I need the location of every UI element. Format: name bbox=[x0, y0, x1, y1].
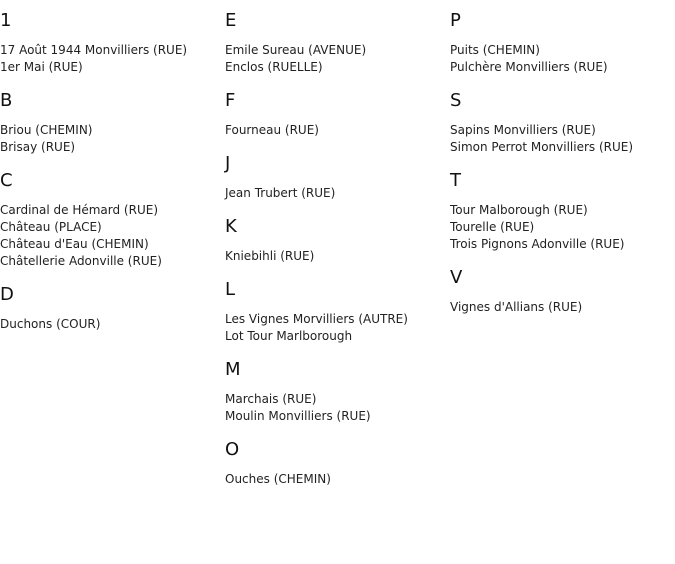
street-link[interactable]: Tourelle (RUE) bbox=[450, 220, 535, 234]
street-list bbox=[0, 202, 225, 270]
street-link[interactable]: Cardinal de Hémard (RUE) bbox=[0, 203, 158, 217]
street-list bbox=[450, 122, 675, 156]
letter-heading: K bbox=[225, 216, 237, 237]
letter-heading: E bbox=[225, 10, 237, 31]
letter-group bbox=[225, 153, 450, 202]
letter-group bbox=[0, 10, 225, 76]
letter-heading: V bbox=[450, 267, 463, 288]
street-link[interactable]: Château (PLACE) bbox=[0, 220, 102, 234]
street-link[interactable]: Les Vignes Morvilliers (AUTRE) bbox=[225, 312, 408, 326]
street-link[interactable]: 17 Août 1944 Monvilliers (RUE) bbox=[0, 43, 188, 57]
street-link[interactable]: Puits (CHEMIN) bbox=[450, 43, 540, 57]
street-link[interactable]: Simon Perrot Monvilliers (RUE) bbox=[450, 140, 634, 154]
street-list bbox=[225, 471, 450, 488]
letter-group bbox=[225, 279, 450, 345]
letter-heading: 1 bbox=[0, 10, 12, 31]
letter-heading: C bbox=[0, 170, 13, 191]
index-column-1 bbox=[0, 10, 225, 347]
street-list bbox=[0, 122, 225, 156]
street-list bbox=[0, 316, 225, 333]
street-link[interactable]: Jean Trubert (RUE) bbox=[225, 186, 336, 200]
letter-group bbox=[450, 10, 675, 76]
street-list bbox=[450, 299, 675, 316]
index-column-3 bbox=[450, 10, 675, 330]
street-list bbox=[450, 42, 675, 76]
street-link[interactable]: Enclos (RUELLE) bbox=[225, 60, 323, 74]
letter-heading: B bbox=[0, 90, 13, 111]
letter-heading: J bbox=[225, 153, 231, 174]
street-link[interactable]: 1er Mai (RUE) bbox=[0, 60, 83, 74]
letter-heading: L bbox=[225, 279, 236, 300]
letter-heading: F bbox=[225, 90, 236, 111]
street-link[interactable]: Châtellerie Adonville (RUE) bbox=[0, 254, 162, 268]
letter-group bbox=[450, 170, 675, 253]
street-link[interactable]: Pulchère Monvilliers (RUE) bbox=[450, 60, 608, 74]
street-link[interactable]: Fourneau (RUE) bbox=[225, 123, 319, 137]
letter-group bbox=[225, 10, 450, 76]
street-list bbox=[225, 391, 450, 425]
letter-group bbox=[225, 216, 450, 265]
letter-heading: M bbox=[225, 359, 241, 380]
street-link[interactable]: Moulin Monvilliers (RUE) bbox=[225, 409, 371, 423]
letter-heading: D bbox=[0, 284, 14, 305]
street-list bbox=[225, 311, 450, 345]
street-list bbox=[225, 42, 450, 76]
street-link[interactable]: Lot Tour Marlborough bbox=[225, 329, 353, 343]
letter-group bbox=[0, 170, 225, 270]
street-link[interactable]: Château d'Eau (CHEMIN) bbox=[0, 237, 149, 251]
street-link[interactable]: Emile Sureau (AVENUE) bbox=[225, 43, 367, 57]
letter-heading: P bbox=[450, 10, 461, 31]
letter-group bbox=[0, 90, 225, 156]
letter-group bbox=[0, 284, 225, 333]
letter-group bbox=[225, 359, 450, 425]
street-link[interactable]: Brisay (RUE) bbox=[0, 140, 76, 154]
street-list bbox=[0, 42, 225, 76]
street-link[interactable]: Tour Malborough (RUE) bbox=[450, 203, 588, 217]
letter-group bbox=[450, 90, 675, 156]
letter-group bbox=[225, 439, 450, 488]
letter-group bbox=[225, 90, 450, 139]
street-link[interactable]: Trois Pignons Adonville (RUE) bbox=[450, 237, 625, 251]
street-link[interactable]: Ouches (CHEMIN) bbox=[225, 472, 331, 486]
street-list bbox=[225, 185, 450, 202]
street-link[interactable]: Marchais (RUE) bbox=[225, 392, 317, 406]
street-link[interactable]: Kniebihli (RUE) bbox=[225, 249, 315, 263]
letter-heading: O bbox=[225, 439, 240, 460]
letter-heading: S bbox=[450, 90, 462, 111]
street-list bbox=[225, 122, 450, 139]
street-link[interactable]: Duchons (COUR) bbox=[0, 317, 101, 331]
index-column-2 bbox=[225, 10, 450, 502]
street-link[interactable]: Briou (CHEMIN) bbox=[0, 123, 93, 137]
street-list bbox=[450, 202, 675, 253]
street-link[interactable]: Sapins Monvilliers (RUE) bbox=[450, 123, 596, 137]
street-link[interactable]: Vignes d'Allians (RUE) bbox=[450, 300, 583, 314]
letter-group bbox=[450, 267, 675, 316]
street-list bbox=[225, 248, 450, 265]
letter-heading: T bbox=[450, 170, 461, 191]
